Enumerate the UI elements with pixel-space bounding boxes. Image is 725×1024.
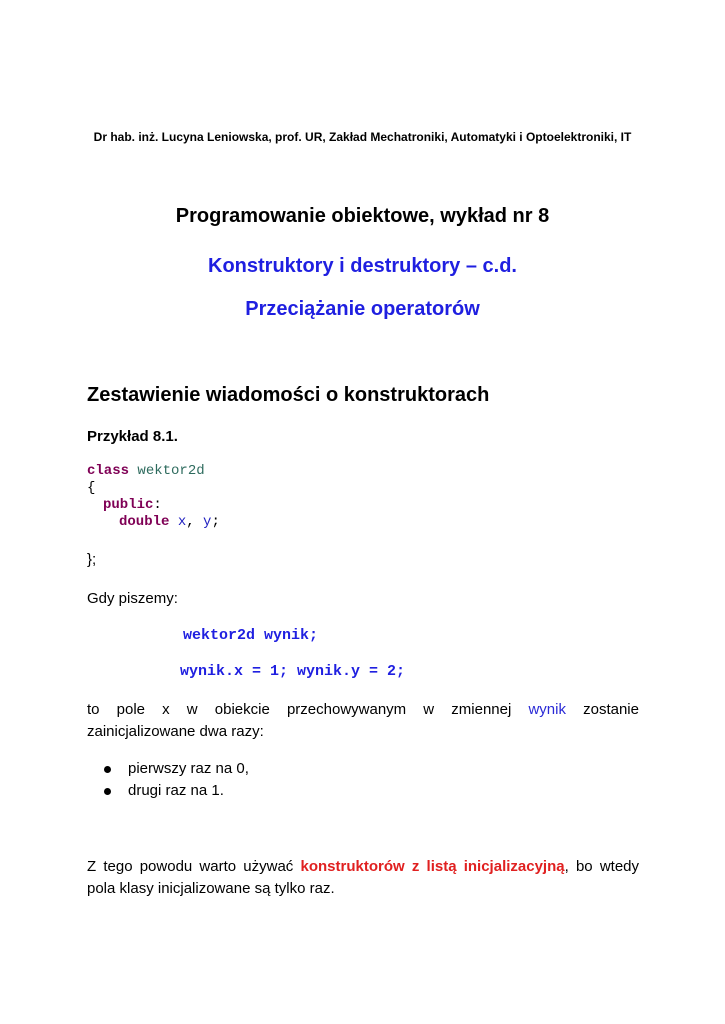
bullet-list (104, 758, 249, 802)
gdy-piszemy-text: Gdy piszemy: (87, 590, 178, 607)
paragraph-2-after: , bo wtedy (564, 858, 640, 875)
paragraph-1-second-line: zainicjalizowane dwa razy: (87, 723, 264, 740)
lecture-title: Programowanie obiektowe, wykład nr 8 (175, 205, 550, 227)
subtitle-constructors: Konstruktory i destruktory – c.d. (208, 255, 517, 277)
bullet-icon (104, 766, 111, 773)
subtitle-operator-overloading: Przeciążanie operatorów (245, 298, 480, 320)
statement-assignment: wynik.x = 1; wynik.y = 2; (180, 663, 406, 680)
code-line-open-brace (87, 480, 220, 497)
section-heading: Zestawienie wiadomości o konstruktorach (87, 384, 490, 406)
paragraph-initialization (87, 699, 639, 743)
variable-wynik: wynik (528, 701, 566, 718)
list-item (104, 758, 249, 780)
bullet-text: pierwszy raz na 0, (128, 760, 249, 777)
keyword-class: class (87, 463, 130, 479)
highlight-initializer-list: konstruktorów z listą inicjalizacyjną (300, 858, 565, 875)
statement-declaration: wektor2d wynik; (183, 627, 319, 644)
colon: : (153, 497, 162, 513)
code-line-fields (87, 514, 220, 531)
paragraph-2-first-line (87, 856, 639, 878)
author-header: Dr hab. inż. Lucyna Leniowska, prof. UR, Zakład Mechatroniki, Automatyki i Optoelektroniki, IT (93, 130, 632, 144)
code-line-public (87, 497, 220, 514)
comma: , (186, 514, 195, 530)
code-line-class (87, 463, 220, 480)
keyword-double: double (119, 514, 170, 530)
paragraph-1-after: zostanie (565, 701, 639, 718)
paragraph-1-before: to pole x w obiekcie przechowywanym w zmiennej (87, 701, 529, 718)
bullet-text: drugi raz na 1. (128, 782, 224, 799)
field-x: x (177, 514, 187, 530)
example-label: Przykład 8.1. (87, 428, 178, 445)
code-listing (87, 463, 220, 531)
semicolon: ; (211, 514, 220, 530)
bullet-icon (104, 788, 111, 795)
paragraph-2-second-line: pola klasy inicjalizowane są tylko raz. (87, 880, 335, 897)
keyword-public: public (103, 497, 154, 513)
field-y: y (203, 514, 212, 530)
paragraph-1-first-line (87, 699, 639, 721)
open-brace: { (87, 480, 96, 496)
code-close-brace: }; (87, 551, 97, 568)
class-name: wektor2d (137, 463, 205, 479)
paragraph-conclusion (87, 856, 639, 900)
paragraph-2-before: Z tego powodu warto używać (87, 858, 301, 875)
list-item (104, 780, 249, 802)
